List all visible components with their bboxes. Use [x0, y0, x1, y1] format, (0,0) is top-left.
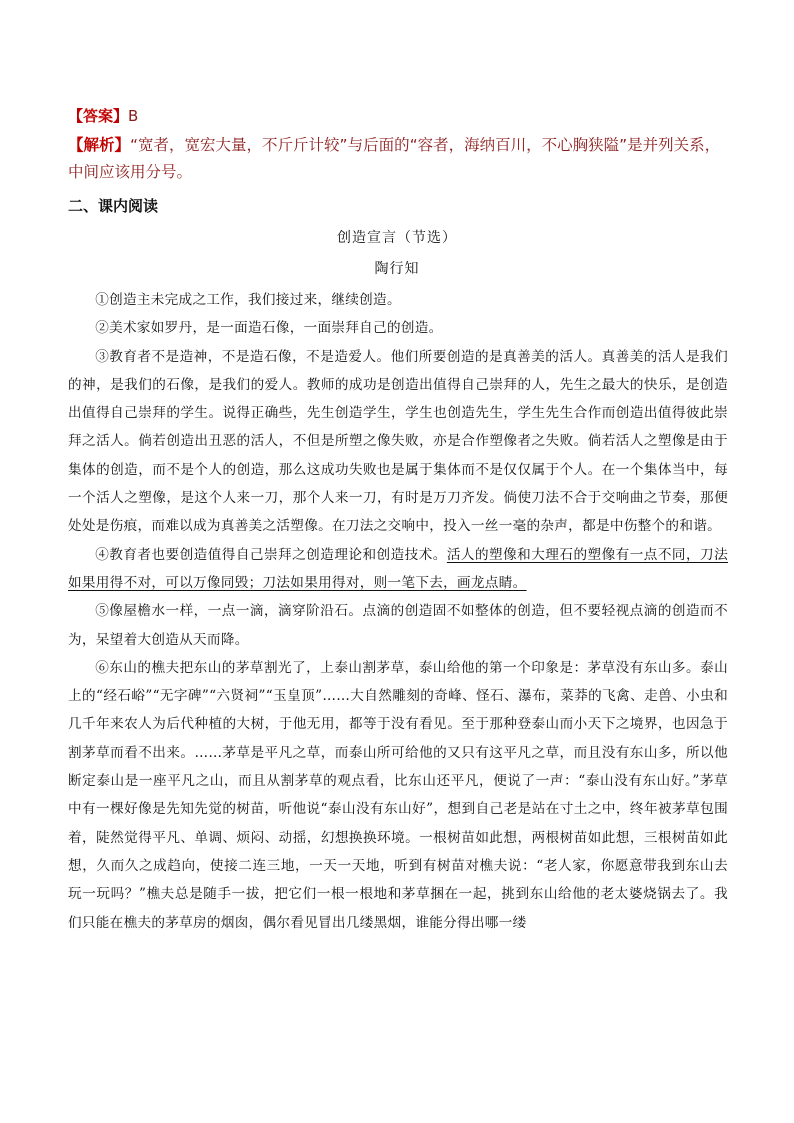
paragraph-4-underlined: 活人的塑像和大理石的塑像有一点不同，刀法如果用得不对，可以万像同毁；刀法如果用得对，则一笔下去，画龙点睛。 — [68, 546, 728, 591]
paragraph-3: ③教育者不是造神，不是造石像，不是造爱人。他们所要创造的是真善美的活人。真善美的活人是我们的神，是我们的石像，是我们的爱人。教师的成功是创造出值得自己崇拜的人，先生之最大的快乐，是创造出值得自己崇拜的学生。说得正确些，先生创造学生，学生也创造先生，学生先生合作而创造出值得彼此崇拜之活人。倘若创造出丑恶的活人，不但是所塑之像失败，亦是合作塑像者之失败。倘若活人之塑像是由于集体的创造，而不是个人的创造，那么这成功失败也是属于集体而不是仅仅属于个人。在一个集体当中，每一个活人之塑像，是这个人来一刀，那个人来一刀，有时是万刀齐发。倘使刀法不合于交响曲之节奏，那便处处是伤痕，而难以成为真善美之活塑像。在刀法之交响中，投入一丝一毫的杂声，都是中伤整个的和谐。 — [68, 348, 728, 535]
paragraph-1: ①创造主未完成之工作，我们接过来，继续创造。 — [95, 292, 401, 308]
analysis-paragraph — [68, 132, 730, 186]
answer-label: 【答案】 — [68, 107, 129, 125]
paragraph-5: ⑤像屋檐水一样，一点一滴，滴穿阶沿石。点滴的创造固不如整体的创造，但不要轻视点滴的创造而不为，呆望着大创造从天而降。 — [68, 603, 728, 648]
paragraph-4-plain: ④教育者也要创造值得自己崇拜之创造理论和创造技术。 — [95, 546, 447, 563]
paragraph-4 — [68, 541, 728, 598]
section-heading: 二、课内阅读 — [68, 197, 159, 215]
analysis-label: 【解析】 — [68, 136, 131, 154]
article-author: 陶行知 — [374, 261, 420, 277]
analysis-text: “宽者，宽宏大量，不斤斤计较”与后面的“容者，海纳百川，不心胸狭隘”是并列关系，中间应该用分号。 — [68, 136, 721, 181]
paragraph-6: ⑥东山的樵夫把东山的茅草割光了，上泰山割茅草，泰山给他的第一个印象是：茅草没有东山多。泰山上的“经石峪”“无字碑”“六贤祠”“玉皇顶”……大自然雕刻的奇峰、怪石、瀑布，菜莽的飞禽、走兽、小虫和几千年来农人为后代种植的大树，于他无用，都等于没有看见。至于那种登泰山而小天下之境界，也因急于割茅草而看不出来。……茅草是平凡之草，而泰山所可给他的又只有这平凡之草，而且没有东山多，所以他断定泰山是一座平凡之山，而且从割茅草的观点看，比东山还平凡，便说了一声：“泰山没有东山好。”茅草中有一棵好像是先知先觉的树苗，听他说“泰山没有东山好”，想到自己老是站在寸土之中，终年被茅草包围着，陡然觉得平凡、单调、烦闷、动摇，幻想换换环境。一根树苗如此想，两根树苗如此想，三根树苗如此想，久而久之成趋向，使接二连三地，一天一天地，听到有树苗对樵夫说：“老人家，你愿意带我到东山去玩一玩吗？”樵夫总是随手一拔，把它们一根一根地和茅草捆在一起，挑到东山给他的老太婆烧锅去了。我们只能在樵夫的茅草房的烟囱，偶尔看见冒出几缕黑烟，谁能分得出哪一缕 — [68, 659, 728, 931]
article-title: 创造宣言（节选） — [337, 230, 457, 246]
article-body — [68, 286, 728, 937]
answer-line — [68, 104, 728, 128]
paragraph-2: ②美术家如罗丹，是一面造石像，一面崇拜自己的创造。 — [95, 320, 443, 337]
answer-value: B — [128, 107, 139, 125]
